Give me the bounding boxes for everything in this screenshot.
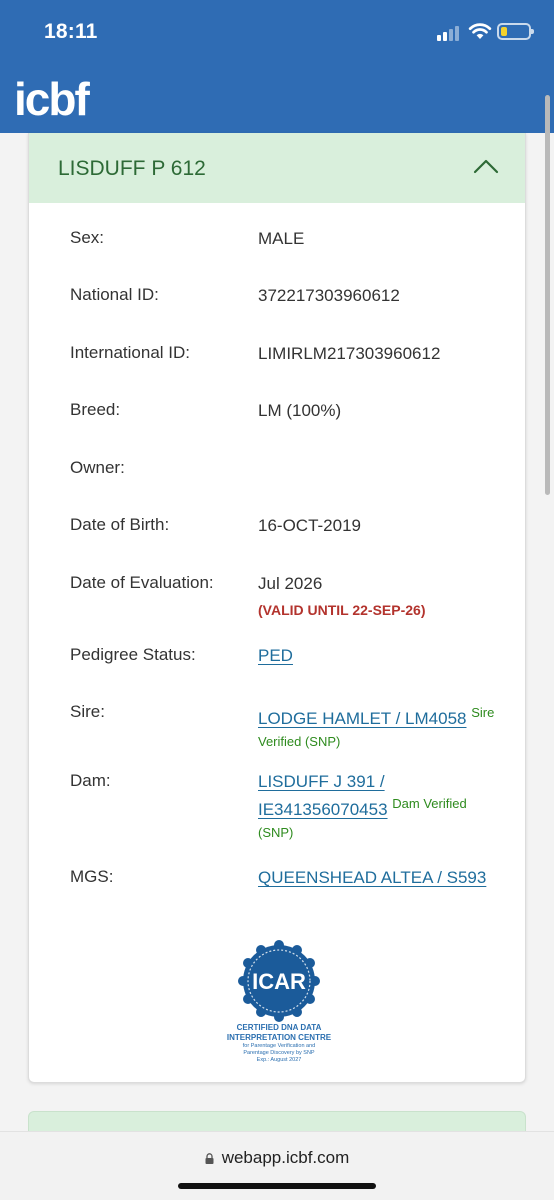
international-id-label: International ID: xyxy=(70,343,191,362)
home-indicator[interactable] xyxy=(178,1183,376,1189)
national-id-value: 372217303960612 xyxy=(258,286,400,305)
app-header xyxy=(0,0,554,133)
dob-value: 16-OCT-2019 xyxy=(258,516,361,535)
icar-line3: for Parentage Verification and xyxy=(242,1043,316,1049)
dam-label: Dam: xyxy=(70,771,111,790)
evaluation-value xyxy=(258,573,508,621)
breed-label: Breed: xyxy=(70,400,121,419)
mgs-value xyxy=(258,867,508,889)
icar-logo-text: ICAR xyxy=(252,969,306,994)
animal-title: LISDUFF P 612 xyxy=(58,157,206,180)
mgs-label: MGS: xyxy=(70,867,114,886)
sire-verified-detail: Verified (SNP) xyxy=(258,734,341,749)
icar-logo xyxy=(229,938,329,1023)
dam-verified-detail: (SNP) xyxy=(258,825,294,840)
sire-label: Sire: xyxy=(70,702,105,721)
status-time: 18:11 xyxy=(44,20,98,43)
pedigree-value xyxy=(258,645,508,667)
card-header[interactable] xyxy=(29,133,525,203)
dam-link-line1[interactable]: LISDUFF J 391 / xyxy=(258,772,385,791)
dam-verified-label: Dam Verified xyxy=(392,796,467,811)
sire-link[interactable]: LODGE HAMLET / LM4058 xyxy=(258,709,467,728)
cellular-signal-icon xyxy=(437,25,463,41)
icbf-logo[interactable]: icbf xyxy=(14,73,88,125)
sex-value: MALE xyxy=(258,229,305,248)
icar-certification xyxy=(209,1023,349,1064)
status-bar xyxy=(0,0,554,66)
evaluation-date: Jul 2026 xyxy=(258,574,323,593)
pedigree-link[interactable]: PED xyxy=(258,646,293,665)
icar-line5: Exp.: August 2027 xyxy=(256,1057,302,1063)
browser-url-bar[interactable] xyxy=(0,1131,554,1200)
lock-icon xyxy=(205,1153,214,1164)
evaluation-label: Date of Evaluation: xyxy=(70,573,214,592)
dam-value xyxy=(258,771,508,844)
url-display[interactable] xyxy=(0,1148,554,1168)
owner-label: Owner: xyxy=(70,458,125,477)
dob-label: Date of Birth: xyxy=(70,515,170,534)
dam-link-line2[interactable]: IE341356070453 xyxy=(258,800,388,819)
sex-label: Sex: xyxy=(70,228,105,247)
evaluation-validity: (VALID UNTIL 22-SEP-26) xyxy=(258,602,426,618)
sire-verified-label: Sire xyxy=(471,705,495,720)
international-id-value: LIMIRLM217303960612 xyxy=(258,344,441,363)
scrollbar[interactable] xyxy=(545,95,550,495)
icar-line2: INTERPRETATION CENTRE xyxy=(226,1033,332,1042)
icar-line4: Parentage Discovery by SNP xyxy=(243,1050,315,1056)
pedigree-label: Pedigree Status: xyxy=(70,645,196,664)
battery-icon xyxy=(497,23,531,40)
national-id-label: National ID: xyxy=(70,285,159,304)
sire-value xyxy=(258,702,508,753)
mgs-link[interactable]: QUEENSHEAD ALTEA / S593 xyxy=(258,868,487,887)
animal-detail-card xyxy=(28,133,526,1083)
wifi-icon xyxy=(468,21,492,41)
icar-line1: CERTIFIED DNA DATA xyxy=(236,1023,322,1032)
breed-value: LM (100%) xyxy=(258,401,342,420)
url-text: webapp.icbf.com xyxy=(221,1148,350,1167)
chevron-up-icon[interactable] xyxy=(473,157,499,175)
